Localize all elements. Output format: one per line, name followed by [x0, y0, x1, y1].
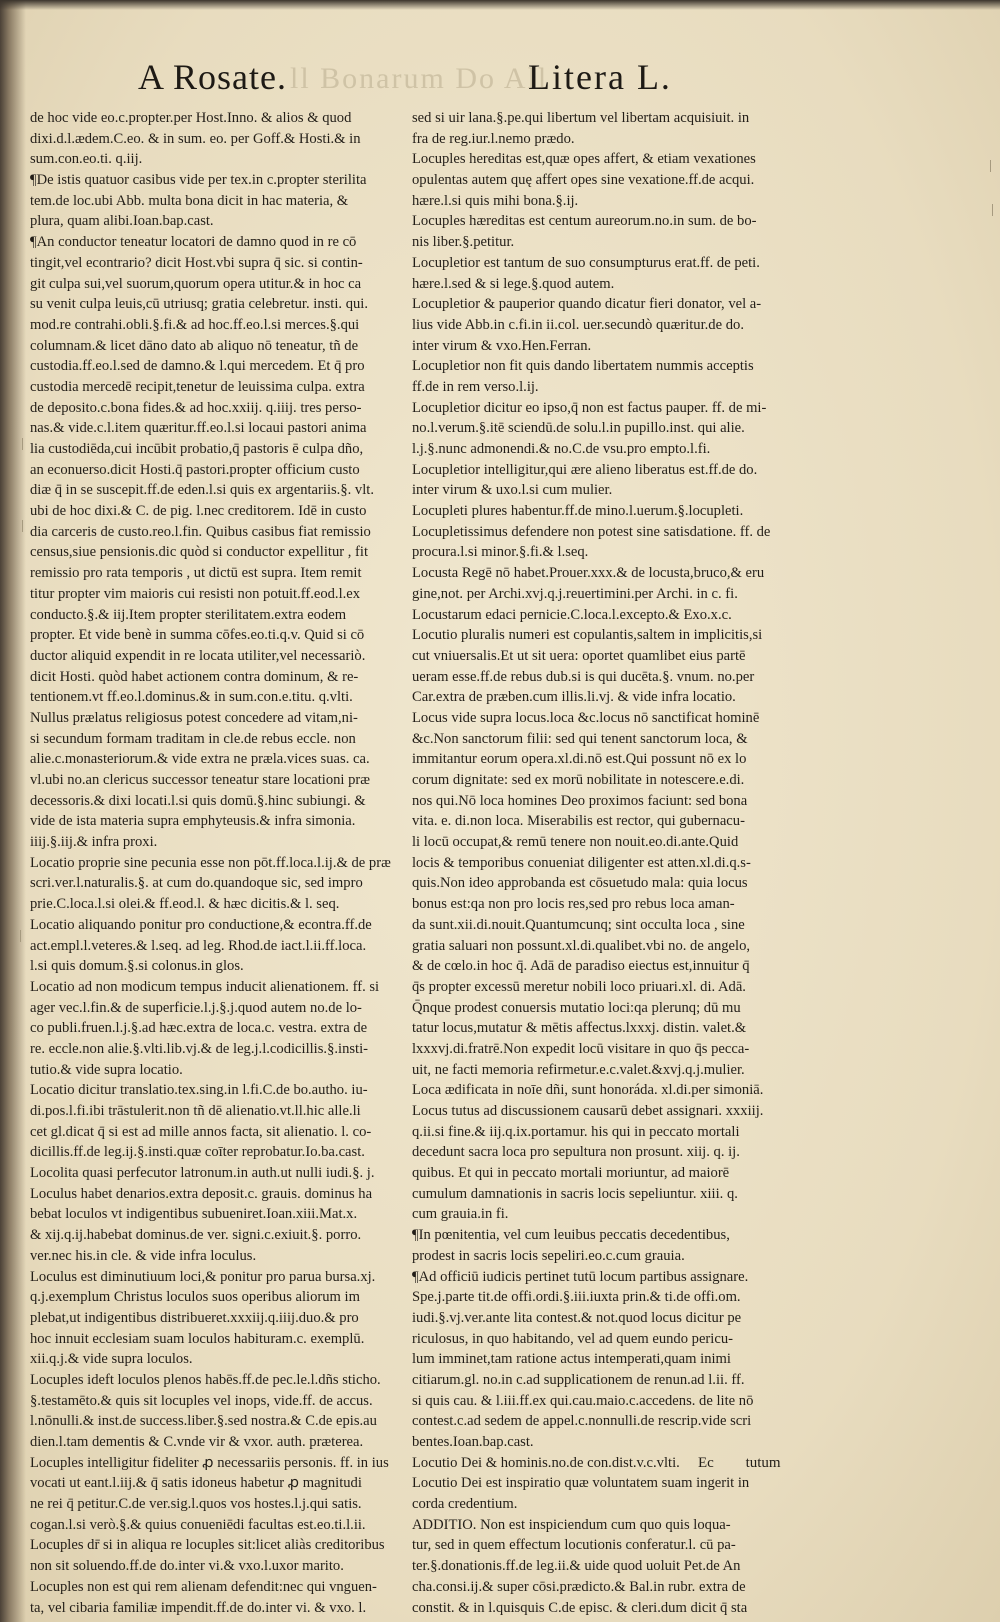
- text-line: tutio.& vide supra locatio.: [30, 1061, 183, 1078]
- text-line: custodia mercedē recipit,tenetur de leuissima culpa. extra: [30, 378, 365, 395]
- text-line: sum.con.eo.ti. q.iij.: [30, 151, 143, 168]
- text-line: tur, sed in quem effectum locutionis conferatur.l. cū pa-: [412, 1537, 736, 1554]
- text-line: lxxxvj.di.fratrē.Non expedit locū visitare in quo q̄s pecca-: [412, 1040, 750, 1057]
- text-line: ¶In pœnitentia, vel cum leuibus peccatis decedentibus,: [412, 1227, 730, 1244]
- header-left-title: A Rosate.: [138, 57, 287, 97]
- text-line: corum dignitate: sed ex morū nobilitate in notescere.e.di.: [412, 772, 745, 788]
- text-line: iudi.§.vj.ver.ante lita contest.& not.quod locus dicitur pe: [412, 1309, 742, 1326]
- text-line: dixi.d.l.ædem.C.eo. & in sum. eo. per Goff.& Hosti.& in: [30, 130, 361, 147]
- text-line: co publi.fruen.l.j.§.ad hæc.extra de loca.c. vestra. extra de: [30, 1020, 368, 1037]
- text-line: de deposito.c.bona fides.& ad hoc.xxiij. q.iiij. tres perso-: [30, 399, 362, 416]
- text-line: & xij.q.ij.habebat dominus.de ver. signi.c.exiuit.§. porro.: [30, 1227, 362, 1244]
- text-line: su venit culpa leuis,cū utriusq; gratia celebretur. insti. qui.: [30, 296, 369, 313]
- text-line: non sit soluendo.ff.de do.inter vi.& vxo.l.uxor marito.: [30, 1558, 344, 1575]
- text-line: Locutio Dei est inspiratio quæ voluntatem suam ingerit in: [412, 1475, 750, 1492]
- text-line: re. eccle.non alie.§.vlti.lib.vj.& de leg.j.l.codicillis.§.insti-: [30, 1040, 369, 1057]
- text-line: census,siue pensionis.dic quòd si conductor expellitur , fit: [30, 544, 369, 561]
- text-line: nis liber.§.petitur.: [412, 234, 515, 251]
- text-line: &c.Non sanctorum filii: sed qui tenent sanctorum loca, &: [412, 730, 748, 747]
- text-line: dicit Hosti. quòd habet actionem contra dominum, & re-: [30, 668, 359, 685]
- text-line: tatur locus,mutatur & mētis affectus.lxxxj. distin. valet.&: [412, 1020, 747, 1037]
- text-line: Loculus habet denarios.extra deposit.c. grauis. dominus ha: [30, 1185, 373, 1202]
- text-line: ta, vel cibaria familiæ impendit.ff.de do.inter vi. & vxo. l.: [30, 1599, 367, 1616]
- text-line: citiarum.gl. no.in c.ad supplicationem de renun.ad l.ii. ff.: [412, 1371, 745, 1388]
- text-line: l.j.§.nunc admonendi.& no.C.de vsu.pro empto.l.fi.: [412, 441, 711, 457]
- text-line: no.l.verum.§.itē sciendū.de solu.l.in pupillo.inst. qui alie.: [412, 420, 745, 437]
- text-line: quis.Non ideo approbanda est cōsuetudo mala: quia locus: [412, 875, 748, 892]
- text-line: ubi de hoc dixi.& C. de pig. l.nec creditorem. Idē in custo: [30, 503, 367, 520]
- text-line: q̄s propter excessū meretur nobili loco priuari.xl. di. Adā.: [412, 978, 746, 995]
- margin-mark: [992, 204, 993, 216]
- text-line: ¶De istis quatuor casibus vide per tex.in c.propter sterilita: [30, 172, 367, 189]
- text-line: de hoc vide eo.c.propter.per Host.Inno. & alios & quod: [30, 110, 352, 126]
- text-line: nas.& vide.c.l.item quæritur.ff.eo.l.si locaui pastori anima: [30, 420, 367, 437]
- running-header: [0, 52, 1000, 112]
- text-line: si quis cau. & l.iii.ff.ex qui.cau.maio.c.accedens. de lite nō: [412, 1392, 754, 1409]
- text-line: tem.de loc.ubi Abb. multa bona dicit in hac materia, &: [30, 192, 349, 209]
- text-line: li locū occupat,& remū tenere non nouit.eo.di.ante.Quid: [412, 834, 739, 851]
- text-line: mod.re contrahi.obli.§.fi.& ad hoc.ff.eo.l.si merces.§.qui: [30, 316, 360, 333]
- text-line: dia carceris de custo.reo.l.fin. Quibus casibus fiat remissio: [30, 523, 371, 540]
- text-line: lum imminet,tam ratione actus intemperati,quam inimi: [412, 1351, 731, 1368]
- text-line: cumulum damnationis in sacris locis sepeliuntur. xiii. q.: [412, 1185, 738, 1202]
- text-line: Loculus est diminutiuum loci,& ponitur pro parua bursa.xj.: [30, 1268, 376, 1285]
- text-line: si secundum formam traditam in cle.de rebus eccle. non: [30, 730, 356, 747]
- text-line: cum grauia.in fi.: [412, 1206, 509, 1223]
- text-line: hære.l.sed & si lege.§.quod autem.: [412, 275, 615, 292]
- text-line: sed si uir lana.§.pe.qui libertum vel libertam acquisiuit. in: [412, 110, 750, 126]
- text-line: git culpa sui,vel suorum,quorum opera utitur.& in hoc ca: [30, 275, 362, 292]
- text-line: lia custodiēda,cui incūbit probatio,q̄ pastoris ē culpa dño,: [30, 441, 364, 457]
- text-line: §.testamēto.& quis sit locuples vel inops, vide.ff. de accus.: [30, 1392, 373, 1409]
- text-line: titur propter vim maioris cui resisti non potuit.ff.eod.l.ex: [30, 585, 361, 602]
- text-line: prie.C.loca.l.si olei.& ff.eod.l. & hæc dicitis.& l. seq.: [30, 896, 340, 913]
- margin-mark: [22, 520, 23, 532]
- text-line: Locuples non est qui rem alienam defendit:nec qui vnguen-: [30, 1578, 377, 1595]
- text-line: Car.extra de præben.cum illis.li.vj. & vide infra locatio.: [412, 689, 736, 706]
- text-line: ne rei q̄ petitur.C.de ver.sig.l.quos vos hostes.l.j.qui satis.: [30, 1496, 362, 1513]
- text-line: inter virum & vxo.Hen.Ferran.: [412, 337, 592, 354]
- text-line: Spe.j.parte tit.de offi.ordi.§.iii.iuxta prin.& ti.de offi.om.: [412, 1289, 741, 1306]
- text-line: vocati ut eant.l.iij.& q̄ satis idoneus habetur ꝓ magnitudi: [30, 1475, 362, 1492]
- text-line: di.pos.l.fi.ibi trāstulerit.non tñ dē alienatio.vt.ll.hic alle.li: [30, 1103, 361, 1119]
- binding-gutter-shadow: [0, 0, 26, 1622]
- text-line: Locupletior est tantum de suo consumpturus erat.ff. de peti.: [412, 254, 760, 271]
- text-line: Locatio aliquando ponitur pro conductione,& econtra.ff.de: [30, 916, 372, 933]
- text-line: Nullus prælatus religiosus potest concedere ad vitam,ni-: [30, 709, 358, 726]
- text-line: an econuerso.dicit Hosti.q̄ pastori.propter officium custo: [30, 461, 360, 478]
- text-line: ver.nec his.in cle. & vide infra loculus.: [30, 1247, 257, 1264]
- text-line: Locustarum edaci pernicie.C.loca.l.excepto.& Exo.x.c.: [412, 606, 732, 623]
- text-line: contest.c.ad sedem de appel.c.nonnulli.de rescrip.vide scri: [412, 1413, 752, 1430]
- text-line: prodest in sacris locis sepeliri.eo.c.cum grauia.: [412, 1247, 685, 1264]
- text-line: Locuples hereditas est,quæ opes affert, & etiam vexationes: [412, 151, 756, 168]
- text-line: custodia.ff.eo.l.sed de damno.& l.qui mercedem. Et q̄ pro: [30, 358, 365, 375]
- text-line: locis & temporibus conueniat diligenter est atten.xl.di.q.s-: [412, 854, 751, 871]
- text-line: q.j.exemplum Christus loculos suos operibus aliorum im: [30, 1289, 360, 1306]
- margin-mark: [20, 930, 21, 942]
- text-line: cogan.l.si verò.§.& quius conueniēdi facultas est.eo.ti.l.ii.: [30, 1516, 366, 1533]
- text-line: act.empl.l.veteres.& l.seq. ad leg. Rhod.de iact.l.ii.ff.loca.: [30, 937, 367, 954]
- text-line: Locolita quasi perfecutor latronum.in auth.ut nulli iudi.§. j.: [30, 1165, 375, 1182]
- text-line: propter. Et vide benè in summa cōfes.eo.ti.q.v. Quid si cō: [30, 627, 365, 644]
- text-line: Locusta Regē nō habet.Prouer.xxx.& de locusta,bruco,& eru: [412, 565, 765, 582]
- text-line: Loca ædificata in noīe dñi, sunt honoráda. xl.di.per simoniā.: [412, 1082, 764, 1099]
- text-line: Locuples ideft loculos plenos habēs.ff.de pec.le.l.dñs sticho.: [30, 1371, 381, 1388]
- text-line: Locupletior & pauperior quando dicatur fieri donator, vel a-: [412, 296, 762, 313]
- text-line: opulentas autem quę affert opes sine vexatione.ff.de acqui.: [412, 172, 755, 189]
- text-line: Locutio Dei & hominis.no.de con.dist.v.c.vlti.: [412, 1454, 680, 1471]
- text-line: hoc innuit ecclesiam suam loculos habituram.c. exemplū.: [30, 1330, 365, 1347]
- text-line: columnam.& licet dāno dato ab aliquo nō teneatur, tñ de: [30, 337, 359, 354]
- text-line: riculosus, in quo habitando, vel ad quem eundo pericu-: [412, 1330, 733, 1347]
- text-line: l.si quis domum.§.si colonus.in glos.: [30, 958, 244, 975]
- text-line: cha.consi.ij.& super cōsi.prædicto.& Bal.in rubr. extra de: [412, 1578, 746, 1595]
- text-line: remissio pro rata temporis , ut dictū est supra. Item remit: [30, 565, 362, 582]
- margin-mark: [22, 438, 23, 450]
- text-line: lius vide Abb.in c.fi.in ii.col. uer.secundò quæritur.de do.: [412, 316, 744, 333]
- text-line: ager vec.l.fin.& de superficie.l.j.§.j.quod autem no.de lo-: [30, 999, 362, 1016]
- text-line: diæ q̄ in se suscepit.ff.de eden.l.si quis ex argentariis.§. vlt.: [30, 482, 374, 499]
- text-line: ductor aliquid expendit in re locata utiliter,vel necessariò.: [30, 647, 366, 664]
- text-line: ff.de in rem verso.l.ij.: [412, 378, 539, 395]
- header-right-title: Litera L.: [528, 57, 672, 97]
- text-line: Q̄nque prodest conuersis mutatio loci:qa plerunq; dū mu: [412, 999, 741, 1016]
- text-line: Locupletior dicitur eo ipso,q̄ non est factus pauper. ff. de mi-: [412, 399, 767, 416]
- text-line: ¶Ad officiū iudicis pertinet tutū locum partibus assignare.: [412, 1268, 749, 1285]
- text-line: Locupletissimus defendere non potest sine satisdatione. ff. de: [412, 523, 771, 540]
- text-line: corda credentium.: [412, 1496, 518, 1513]
- text-line: ADDITIO. Non est inspiciendum cum quo quis loqua-: [412, 1516, 731, 1533]
- header-show-through-text: ll Bonarum Do All: [290, 62, 549, 95]
- right-text-column: [412, 108, 817, 1618]
- text-line: alie.c.monasteriorum.& vide extra ne præla.vices suas. ca.: [30, 751, 370, 768]
- text-line: procura.l.si minor.§.fi.& l.seq.: [412, 544, 589, 561]
- text-line: decedunt sacra loca pro sepultura non prosunt. xiij. q. ij.: [412, 1144, 740, 1161]
- text-line: l.nōnulli.& inst.de success.liber.§.sed nostra.& C.de epis.au: [30, 1413, 377, 1430]
- text-line: bentes.Ioan.bap.cast.: [412, 1434, 534, 1450]
- text-line: bonus est:qa non pro locis res,sed pro rebus loca aman-: [412, 896, 735, 913]
- text-line: Locuples dr̄ si in aliqua re locuples sit:licet aliàs creditoribus: [30, 1537, 385, 1554]
- text-line: ter.§.donationis.ff.de leg.ii.& uide quod uoluit Pet.de An: [412, 1558, 741, 1575]
- text-line: Locupletior intelligitur,qui ære alieno liberatus est.ff.de do.: [412, 461, 758, 478]
- text-line: fra de reg.iur.l.nemo prædo.: [412, 130, 575, 147]
- text-line: conducto.§.& iij.Item propter sterilitatem.extra eodem: [30, 606, 347, 623]
- text-line: scri.ver.l.naturalis.§. at cum do.quandoque sic, sed impro: [30, 875, 363, 892]
- text-line: Locuples hæreditas est centum aureorum.no.in sum. de bo-: [412, 213, 757, 230]
- text-line: decessoris.& dixi locati.l.si quis domū.§.hinc subiungi. &: [30, 792, 366, 809]
- text-line: inter virum & uxo.l.si cum mulier.: [412, 482, 613, 499]
- text-line: immitantur eorum opera.xl.di.nō est.Qui possunt nō ex lo: [412, 751, 747, 768]
- text-line: vl.ubi no.an clericus successor teneatur stare locationi præ: [30, 772, 371, 788]
- margin-mark: [990, 160, 991, 172]
- text-line: hære.l.si quis mihi bona.§.ij.: [412, 192, 579, 209]
- text-line: uit, ne facti memoria refirmetur.e.c.valet.&xvj.q.j.mulier.: [412, 1061, 745, 1078]
- text-line: Locupleti plures habentur.ff.de mino.l.uerum.§.locupleti.: [412, 503, 744, 520]
- text-line: xii.q.j.& vide supra loculos.: [30, 1351, 193, 1368]
- text-line: ¶An conductor teneatur locatori de damno quod in re cō: [30, 234, 357, 251]
- text-line: Locuples intelligitur fideliter ꝓ necessariis personis. ff. in ius: [30, 1454, 389, 1471]
- text-line: Locatio dicitur translatio.tex.sing.in l.fi.C.de bo.autho. iu-: [30, 1082, 368, 1099]
- text-line: Locutio pluralis numeri est copulantis,saltem in implicitis,si: [412, 627, 763, 644]
- text-line: dicillis.ff.de leg.ij.§.insti.quæ coīter reprobatur.Io.ba.cast.: [30, 1144, 365, 1161]
- text-line: constit. & in l.quisquis C.de episc. & cleri.dum dicit q̄ sta: [412, 1599, 748, 1616]
- text-line: iiij.§.iij.& infra proxi.: [30, 834, 158, 851]
- text-line: ueram esse.ff.de rebus dub.si is qui ducēta.§. vnum. no.per: [412, 668, 755, 685]
- text-line: vide de ista materia supra emphyteusis.& infra simonia.: [30, 813, 356, 830]
- text-line: bebat loculos vt indigentibus subueniret.Ioan.xiii.Mat.x.: [30, 1206, 358, 1223]
- text-line: quibus. Et qui in peccato mortali moriuntur, ad maiorē: [412, 1165, 730, 1182]
- text-line: plura, quam alibi.Ioan.bap.cast.: [30, 213, 214, 230]
- text-line: gratia saluari non possunt.xl.di.qualibet.vbi no. de angelo,: [412, 937, 751, 954]
- page-top-edge: [0, 0, 1000, 10]
- text-line: Locus vide supra locus.loca &c.locus nō sanctificat hominē: [412, 709, 760, 726]
- text-line: tentionem.vt ff.eo.l.dominus.& in sum.con.e.titu. q.vlti.: [30, 689, 353, 706]
- text-line: tingit,vel econtrario? dicit Host.vbi supra q̄ sic. si contin-: [30, 254, 363, 271]
- text-line: Locus tutus ad discussionem causarū debet assignari. xxxiij.: [412, 1103, 764, 1119]
- text-line: q.ii.si fine.& iij.q.ix.portamur. his qui in peccato mortali: [412, 1123, 740, 1140]
- text-line: dien.l.tam dementis & C.vnde vir & vxor. auth. præterea.: [30, 1434, 364, 1450]
- text-line: da sunt.xii.di.nouit.Quantumcunq; sint occulta loca , sine: [412, 916, 745, 933]
- text-line: vita. e. di.non loca. Miserabilis est rector, qui gubernacu-: [412, 813, 745, 830]
- catchword: Ec tutum: [698, 1455, 781, 1471]
- text-line: Locatio proprie sine pecunia esse non pōt.ff.loca.l.ij.& de præ: [30, 854, 391, 871]
- text-line: Locatio ad non modicum tempus inducit alienationem. ff. si: [30, 978, 380, 995]
- text-line: gine,not. per Archi.xvj.q.j.reuertimini.per Archi. in c. fi.: [412, 585, 738, 602]
- text-line: nos qui.Nō loca homines Deo proximos faciunt: sed bona: [412, 792, 748, 809]
- text-line: plebat,ut indigentibus distribueret.xxxiij.q.iiij.duo.& pro: [30, 1309, 359, 1326]
- text-line: cut vniuersalis.Et ut sit uera: oportet quamlibet eius partē: [412, 647, 746, 664]
- text-line: cet gl.dicat q̄ si est ad mille annos facta, sit alienatio. l. co-: [30, 1123, 372, 1140]
- left-text-column: [30, 108, 400, 1618]
- text-line: Locupletior non fit quis dando libertatem nummis acceptis: [412, 358, 754, 375]
- text-line: & de cœlo.in hoc q̄. Adā de paradiso eiectus est,innuitur q̄: [412, 958, 750, 975]
